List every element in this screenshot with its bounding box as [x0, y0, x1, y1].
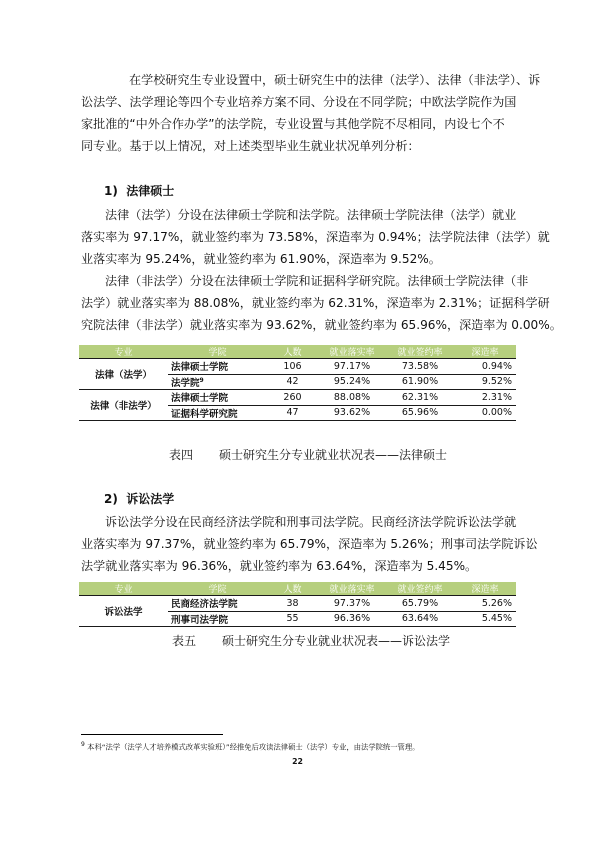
paragraph-line: 法律（非法学）分设在法律硕士学院和证据科学研究院。法律硕士学院法律（非	[105, 274, 529, 288]
signing-cell: 65.96%	[386, 405, 454, 421]
table-row	[79, 596, 516, 612]
header-count: 人数	[267, 582, 318, 596]
table-row	[79, 359, 516, 375]
table-procedural-law	[79, 582, 516, 627]
header-major: 专业	[79, 345, 168, 359]
signing-cell: 65.79%	[386, 596, 454, 612]
header-signing-rate: 就业签约率	[386, 345, 454, 359]
signing-cell: 63.64%	[386, 611, 454, 627]
caption-text: 硕士研究生分专业就业状况表——法律硕士	[219, 448, 448, 462]
signing-cell: 62.31%	[386, 390, 454, 406]
intro-paragraph	[81, 69, 541, 157]
paragraph-line: 业落实率为 95.24%，就业签约率为 61.90%，深造率为 9.52%。	[81, 252, 441, 266]
header-school: 学院	[168, 345, 267, 359]
header-further-study-rate: 深造率	[454, 345, 516, 359]
further-cell: 2.31%	[454, 390, 516, 406]
header-placement-rate: 就业落实率	[318, 582, 386, 596]
further-cell: 0.94%	[454, 359, 516, 375]
header-signing-rate: 就业签约率	[386, 582, 454, 596]
header-school: 学院	[168, 582, 267, 596]
header-further-study-rate: 深造率	[454, 582, 516, 596]
school-cell: 法律硕士学院	[168, 359, 267, 375]
intro-line: 同专业。基于以上情况，对上述类型毕业生就业状况单列分析：	[81, 139, 420, 153]
school-cell: 证据科学研究院	[168, 405, 267, 421]
further-cell: 9.52%	[454, 374, 516, 390]
count-cell: 55	[267, 611, 318, 627]
school-cell: 刑事司法学院	[168, 611, 267, 627]
count-cell: 106	[267, 359, 318, 375]
paragraph-line: 法学）就业落实率为 88.08%，就业签约率为 62.31%，深造率为 2.31%；证据科学研	[81, 296, 550, 310]
footnote-text: 本科“法学（法学人才培养模式改革实验班）”经推免后攻读法律硕士（法学）专业，由法学院统一管理。	[84, 742, 420, 752]
section-heading-procedural-law: 2) 诉讼法学	[104, 492, 175, 506]
paragraph-line: 法学就业落实率为 96.36%，就业签约率为 63.64%，深造率为 5.45%。	[81, 559, 478, 573]
section-heading-law-master: 1) 法律硕士	[104, 184, 175, 198]
caption-number: 表四	[169, 448, 194, 462]
caption-text: 硕士研究生分专业就业状况表——诉讼法学	[222, 634, 451, 648]
paragraph-line: 诉讼法学分设在民商经济法学院和刑事司法学院。民商经济法学院诉讼法学就	[105, 515, 517, 529]
table-law-master	[79, 345, 516, 421]
placement-cell: 95.24%	[318, 374, 386, 390]
intro-line: 讼法学、法学理论等四个专业培养方案不同、分设在不同学院；中欧法学院作为国	[81, 95, 517, 109]
table-caption-procedural-law	[172, 632, 450, 649]
page-number: 22	[292, 757, 303, 766]
school-cell: 法学院$^9$	[168, 374, 267, 390]
count-cell: 38	[267, 596, 318, 612]
procedural-law-paragraph	[81, 511, 538, 577]
header-placement-rate: 就业落实率	[318, 345, 386, 359]
table-caption-law-master	[169, 446, 447, 463]
table-row	[79, 390, 516, 406]
footnote-divider	[81, 734, 223, 735]
paragraph-line: 法律（法学）分设在法律硕士学院和法学院。法律硕士学院法律（法学）就业	[105, 208, 517, 222]
header-major: 专业	[79, 582, 168, 596]
count-cell: 47	[267, 405, 318, 421]
signing-cell: 73.58%	[386, 359, 454, 375]
signing-cell: 61.90%	[386, 374, 454, 390]
placement-cell: 97.37%	[318, 596, 386, 612]
school-cell: 法律硕士学院	[168, 390, 267, 406]
intro-line: 家批准的“中外合作办学”的法学院，专业设置与其他学院不尽相同，内设七个不	[81, 117, 505, 131]
law-master-paragraph-2	[81, 270, 562, 336]
intro-line: 在学校研究生专业设置中，硕士研究生中的法律（法学）、法律（非法学）、诉	[129, 73, 541, 87]
major-cell: 诉讼法学	[79, 596, 168, 627]
placement-cell: 93.62%	[318, 405, 386, 421]
paragraph-line: 落实率为 97.17%，就业签约率为 73.58%，深造率为 0.94%；法学院法律（法学）就	[81, 230, 550, 244]
paragraph-line: 业落实率为 97.37%，就业签约率为 65.79%，深造率为 5.26%；刑事司法学院诉讼	[81, 537, 538, 551]
placement-cell: 97.17%	[318, 359, 386, 375]
major-cell: 法律（非法学）	[79, 390, 168, 421]
paragraph-line: 究院法律（非法学）就业落实率为 93.62%，就业签约率为 65.96%，深造率为 0.00%。	[81, 318, 562, 332]
placement-cell: 88.08%	[318, 390, 386, 406]
further-cell: 5.26%	[454, 596, 516, 612]
further-cell: 0.00%	[454, 405, 516, 421]
placement-cell: 96.36%	[318, 611, 386, 627]
school-cell: 民商经济法学院	[168, 596, 267, 612]
count-cell: 260	[267, 390, 318, 406]
count-cell: 42	[267, 374, 318, 390]
law-master-paragraph-1	[81, 204, 550, 270]
major-cell: 法律（法学）	[79, 359, 168, 390]
further-cell: 5.45%	[454, 611, 516, 627]
table-header-row	[79, 345, 516, 359]
footnote-marker: 9	[81, 741, 85, 748]
footnote-ref: 9	[199, 376, 204, 384]
caption-number: 表五	[172, 634, 197, 648]
table-header-row	[79, 582, 516, 596]
footnote	[81, 741, 419, 752]
header-count: 人数	[267, 345, 318, 359]
